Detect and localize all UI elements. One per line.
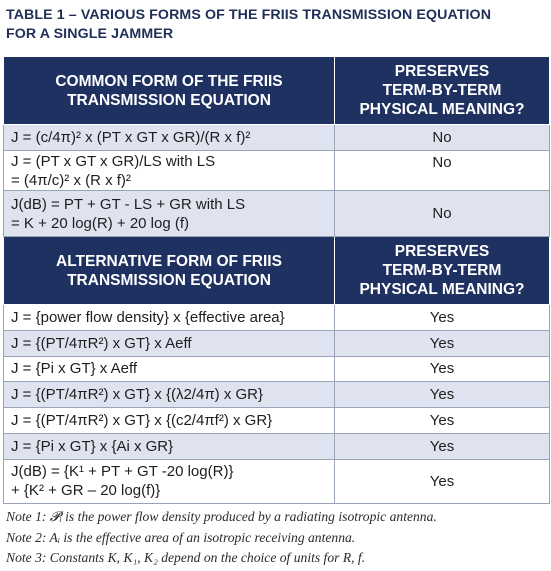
answer-cell: Yes <box>335 459 550 503</box>
table-row <box>4 459 550 503</box>
table-title-line-1: TABLE 1 – VARIOUS FORMS OF THE FRIIS TRANSMISSION EQUATION <box>6 7 492 23</box>
header-row-alternative <box>4 237 550 305</box>
header-preserves-meaning: PRESERVES TERM-BY-TERM PHYSICAL MEANING? <box>335 57 550 125</box>
answer-cell: No <box>335 151 550 191</box>
table-row <box>4 382 550 408</box>
table-title <box>6 6 546 44</box>
answer-cell: Yes <box>335 356 550 382</box>
answer-cell: Yes <box>335 433 550 459</box>
equation-cell: J = (PT x GT x GR)/LS with LS = (4π/c)² x (R x f)² <box>4 151 335 191</box>
equation-cell: J = {Pi x GT} x {Ai x GR} <box>4 433 335 459</box>
answer-cell: Yes <box>335 305 550 331</box>
equation-cell: J(dB) = PT + GT - LS + GR with LS = K + 20 log(R) + 20 log (f) <box>4 191 335 237</box>
equation-cell: J = {(PT/4πR²) x GT} x Aeff <box>4 330 335 356</box>
note-2: Note 2: Aᵢ is the effective area of an isotropic receiving antenna. <box>6 529 356 545</box>
header-alternative-form: ALTERNATIVE FORM OF FRIIS TRANSMISSION EQUATION <box>4 237 335 305</box>
table-row <box>4 408 550 434</box>
table-row <box>4 356 550 382</box>
table-row <box>4 151 550 191</box>
equation-cell: J = {power flow density} x {effective area} <box>4 305 335 331</box>
answer-cell: Yes <box>335 330 550 356</box>
header-row-common <box>4 57 550 125</box>
equation-cell: J = {(PT/4πR²) x GT} x {(c2/4πf²) x GR} <box>4 408 335 434</box>
table-row <box>4 433 550 459</box>
header-preserves-meaning: PRESERVES TERM-BY-TERM PHYSICAL MEANING? <box>335 237 550 305</box>
table-row <box>4 305 550 331</box>
answer-cell: Yes <box>335 408 550 434</box>
answer-cell: Yes <box>335 382 550 408</box>
table-notes <box>6 507 546 569</box>
friis-equation-table <box>3 56 550 504</box>
equation-cell: J = {Pi x GT} x Aeff <box>4 356 335 382</box>
note-1: Note 1: 𝓟ᵢ is the power flow density produced by a radiating isotropic antenna. <box>6 509 437 524</box>
header-common-form: COMMON FORM OF THE FRIIS TRANSMISSION EQUATION <box>4 57 335 125</box>
answer-cell: No <box>335 191 550 237</box>
table-row <box>4 125 550 151</box>
table-row <box>4 191 550 237</box>
note-3: Note 3: Constants K, K₁, K₂ depend on the choice of units for R, f. <box>6 550 366 565</box>
table-row <box>4 330 550 356</box>
equation-cell: J = {(PT/4πR²) x GT} x {(λ2/4π) x GR} <box>4 382 335 408</box>
answer-cell: No <box>335 125 550 151</box>
equation-cell: J(dB) = {K¹ + PT + GT -20 log(R)} + {K² + GR – 20 log(f)} <box>4 459 335 503</box>
table-title-line-2: FOR A SINGLE JAMMER <box>6 26 174 42</box>
equation-cell: J = (c/4π)² x (PT x GT x GR)/(R x f)² <box>4 125 335 151</box>
